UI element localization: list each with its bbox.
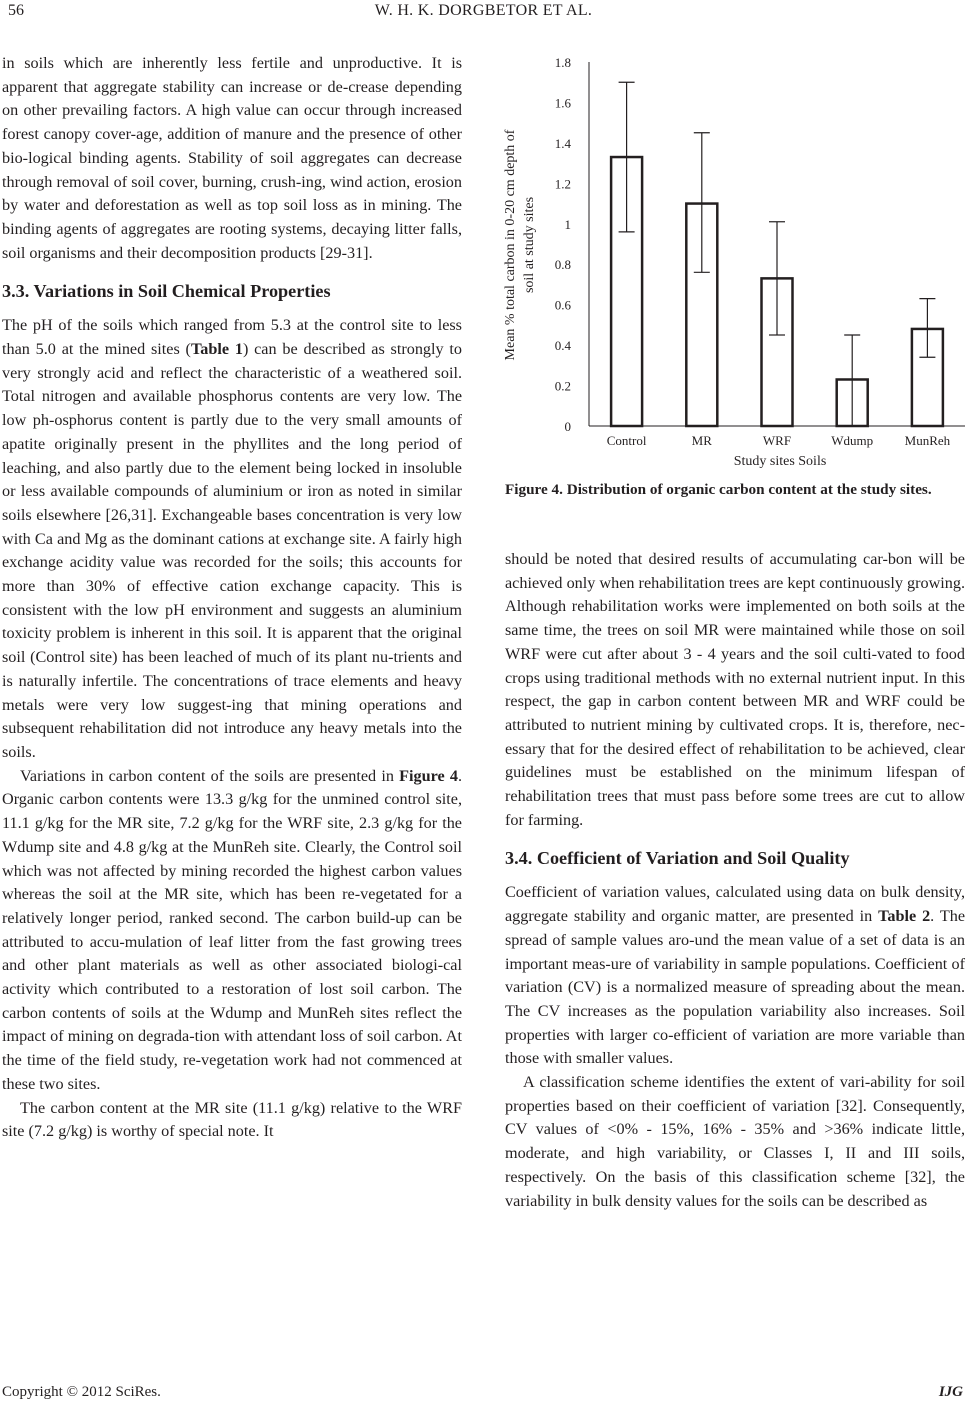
x-tick-label: Wdump bbox=[831, 433, 874, 448]
y-tick-label: 0.4 bbox=[554, 338, 571, 354]
bar-chart bbox=[495, 50, 967, 476]
text-run: Variations in carbon content of the soils are presented in bbox=[20, 766, 400, 785]
paragraph: should be noted that desired results of accumulating car-bon will be achieved only when rehabilitation trees are kept continuously growing. Although rehabilitation works were implemented on both soils at the same time, the trees on soil MR were maintained while those on soil WRF were cut after about 3 - 4 years and the soil culti-vated to food crops using traditional methods with no external nutrient input. In this respect, the gap in carbon content between MR and WRF could be attributed to nutrient mining by cultivated crops. It is, therefore, nec-essary that for the desired effect of rehabilitation to be achieved, clear guidelines must be established on the minimum lifespan of rehabilitation trees that must pass before some trees are cut to allow for farming. bbox=[505, 550, 965, 829]
text-run: . Organic carbon contents were 13.3 g/kg for the unmined control site, 11.1 g/kg for the MR site, 7.2 g/kg for the WRF site, 2.3 g/kg for the Wdump site and 4.8 g/kg at the MunReh site. Clearly, the Control soil which was not affected by mining recorded the highest carbon values whereas the soil at the MR site, which has been re-vegetated for a relatively longer period, ranked second. The carbon build-up can be attributed to accu-mulation of leaf litter from the fast growing trees and other plant materials as well as other associated biologi-cal activity which contributed to a restoration of lost soil carbon. The carbon contents of soils at the Wdump and MunReh sites reflect the impact of mining on degrada-tion with attendant loss of soil carbon. At the time of the field study, re-vegetation work had not commenced at these two sites. bbox=[2, 766, 462, 1093]
section-heading: 3.4. Coefficient of Variation and Soil Quality bbox=[505, 848, 850, 869]
y-tick-labels bbox=[555, 55, 572, 434]
figure-reference-link[interactable]: Figure 4 bbox=[399, 766, 458, 785]
section-heading: 3.3. Variations in Soil Chemical Properties bbox=[2, 281, 331, 302]
y-tick-label: 0.6 bbox=[554, 297, 571, 313]
paragraph bbox=[2, 765, 462, 1097]
y-tick-label: 1.8 bbox=[554, 55, 571, 70]
running-head: W. H. K. DORGBETOR ET AL. bbox=[374, 2, 593, 19]
y-tick-label: 1.2 bbox=[554, 176, 571, 192]
x-tick-label: MR bbox=[691, 433, 712, 448]
x-axis-label: Study sites Soils bbox=[733, 454, 827, 469]
x-tick-label: Control bbox=[606, 433, 647, 448]
copyright-notice: Copyright © 2012 SciRes. bbox=[2, 1384, 161, 1400]
text-run: . The spread of sample values aro-und the mean value of a set of data is an important meas-ure of variability in sample populations. Coefficient of variation (CV) is a normalized measure of spreading about the mean. The CV increases as the population variability also increases. Soil properties with larger co-efficient of variation are more variable than those with smaller values. bbox=[505, 907, 966, 1068]
page-header bbox=[0, 0, 967, 30]
paragraph: A classification scheme identifies the extent of vari-ability for soil properties based on their coefficient of variation [32]. Consequently, CV values of <0% - 15%, 16% - 35% and >36% indicate little, moderate, and high variability, or Classes I, II and III soils, respectively. On the basis of this classification scheme [32], the variability in bulk density values for the soils can be described as bbox=[505, 1073, 965, 1210]
paragraph: in soils which are inherently less fertile and unproductive. It is apparent that aggregate stability can increase or de-crease depending on other prevailing factors. A high value can occur through increased forest canopy cover-age, addition of manure and the presence of other bio-logical binding agents. Stability of soil aggregates can decrease through removal of soil cover, burning, crush-ing, wind action, erosion by water and deforestation as well as top soil loss as in mining. The binding agents of aggregates are rooting systems, decaying litter falls, soil organisms and their decomposition products [29-31]. bbox=[2, 54, 462, 262]
figure-caption: Figure 4. Distribution of organic carbon content at the study sites. bbox=[505, 481, 932, 498]
y-tick-label: 1 bbox=[564, 216, 571, 232]
y-axis-label-line2: soil at study sites bbox=[522, 196, 537, 294]
paragraph: The carbon content at the MR site (11.1 g/kg) relative to the WRF site (7.2 g/kg) is worthy of special note. It bbox=[2, 1098, 462, 1141]
page-footer bbox=[0, 1384, 967, 1410]
y-tick-label: 0 bbox=[564, 419, 571, 434]
y-tick-label: 1.6 bbox=[554, 95, 571, 111]
text-run: The pH of the soils which ranged from 5.3 at the control site to less than 5.0 at the mined sites ( bbox=[2, 316, 462, 359]
text-run: Coefficient of variation values, calculated using data on bulk density, aggregate stability and organic matter, are presented in bbox=[505, 883, 965, 926]
y-tick-label: 0.8 bbox=[554, 257, 571, 273]
text-run: ) can be described as strongly to very strongly acid and reflect the characteristic of a weathered soil. Total nitrogen and available phosphorus contents are very low. The low ph-osphorus content is partly due to the very small amounts of apatite originally present in the phyllites and the long period of leaching, and also partly due to the element being locked in insoluble or less available compounds of aluminium or iron as noted in similar soils elsewhere [26,31]. Exchangeable bases concentration is very low with Ca and Mg as the dominant cations at exchange site. A fairly high exchange acidity value was recorded for the soils; this accounts for more than 30% of effective cation exchange capacity. This is consistent with the low pH environment and suggests an aluminium toxicity problem is inherent in this soil. It is apparent that the original soil (Control site) has been leached of much of its plant nu-trients and is naturally infertile. The concentrations of trace elements and heavy metals were very low suggest-ing that mining operations and subsequent rehabilitation did not introduce any heavy metals into the soils. bbox=[2, 340, 462, 761]
y-tick-label: 1.4 bbox=[554, 135, 571, 151]
figure-4-chart bbox=[495, 50, 967, 476]
right-column bbox=[505, 548, 965, 1213]
y-axis-label-line1: Mean % total carbon in 0-20 cm depth of bbox=[503, 129, 518, 361]
table-reference-link[interactable]: Table 2 bbox=[878, 907, 931, 926]
paragraph bbox=[2, 314, 462, 764]
x-tick-labels bbox=[607, 433, 951, 448]
table-reference-link[interactable]: Table 1 bbox=[190, 340, 243, 359]
journal-abbreviation: IJG bbox=[938, 1384, 963, 1400]
paragraph bbox=[505, 881, 965, 1071]
x-tick-label: WRF bbox=[762, 433, 792, 448]
page-number: 56 bbox=[8, 2, 24, 19]
left-column bbox=[2, 52, 462, 1144]
y-tick-label: 0.2 bbox=[554, 378, 571, 394]
x-tick-label: MunReh bbox=[904, 433, 951, 448]
